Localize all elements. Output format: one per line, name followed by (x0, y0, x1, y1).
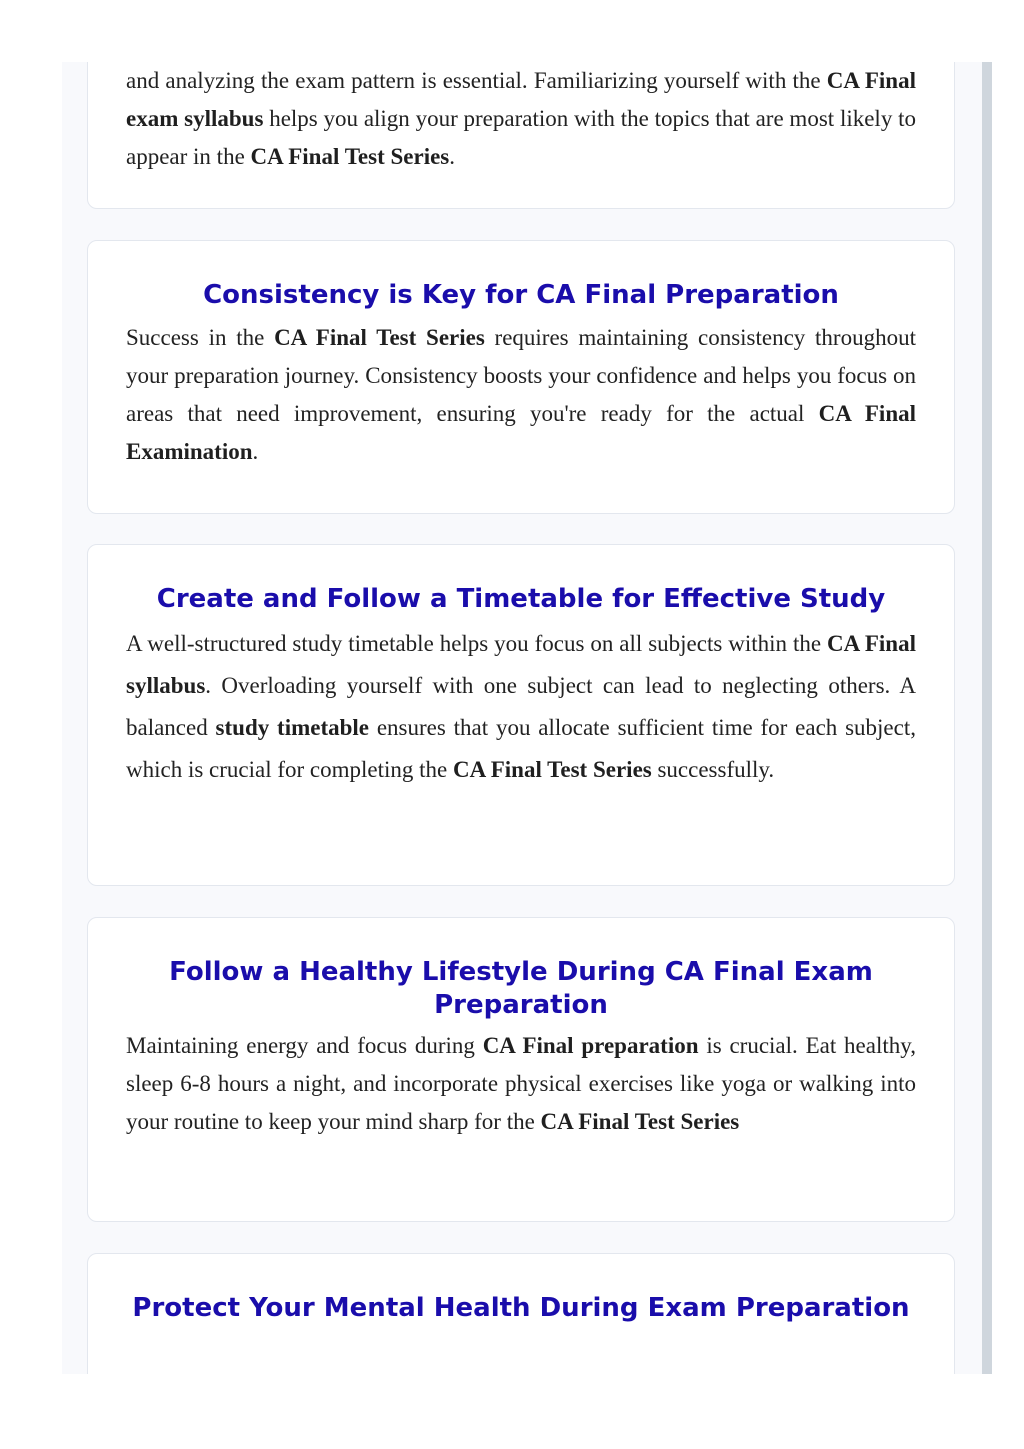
section-paragraph: A well-structured study timetable helps you focus on all subjects within the CA Final syllabus. Overloading yourself with one subject can lead to neglecting others. A balanced study timetable ensures that you allocate sufficient time for each subject, which is crucial for completing the CA Final Test Series successfully. (126, 631, 916, 782)
section-card-syllabus (87, 62, 955, 209)
scrollbar[interactable] (982, 62, 992, 1374)
section-paragraph: Maintaining energy and focus during CA Final preparation is crucial. Eat healthy, sleep 6-8 hours a night, and incorporate physical exercises like yoga or walking into your routine to keep your mind sharp for the CA Final Test Series (126, 1033, 916, 1134)
section-card-mental-health (87, 1253, 955, 1374)
section-heading: Consistency is Key for CA Final Preparation (203, 280, 839, 310)
section-heading: Protect Your Mental Health During Exam Preparation (132, 1293, 910, 1323)
section-heading: Follow a Healthy Lifestyle During CA Final Exam Preparation (169, 957, 873, 1020)
article-content (62, 62, 982, 1374)
section-card-healthy-lifestyle (87, 917, 955, 1222)
section-paragraph: Success in the CA Final Test Series requires maintaining consistency throughout your preparation journey. Consistency boosts your confidence and helps you focus on areas that need improvement, ensuring you're ready for the actual CA Final Examination. (126, 325, 916, 464)
section-paragraph: and analyzing the exam pattern is essential. Familiarizing yourself with the CA Final exam syllabus helps you align your preparation with the topics that are most likely to appear in the CA Final Test Series. (126, 68, 916, 169)
section-card-timetable (87, 544, 955, 886)
section-heading: Create and Follow a Timetable for Effective Study (156, 584, 886, 614)
section-card-consistency (87, 240, 955, 514)
